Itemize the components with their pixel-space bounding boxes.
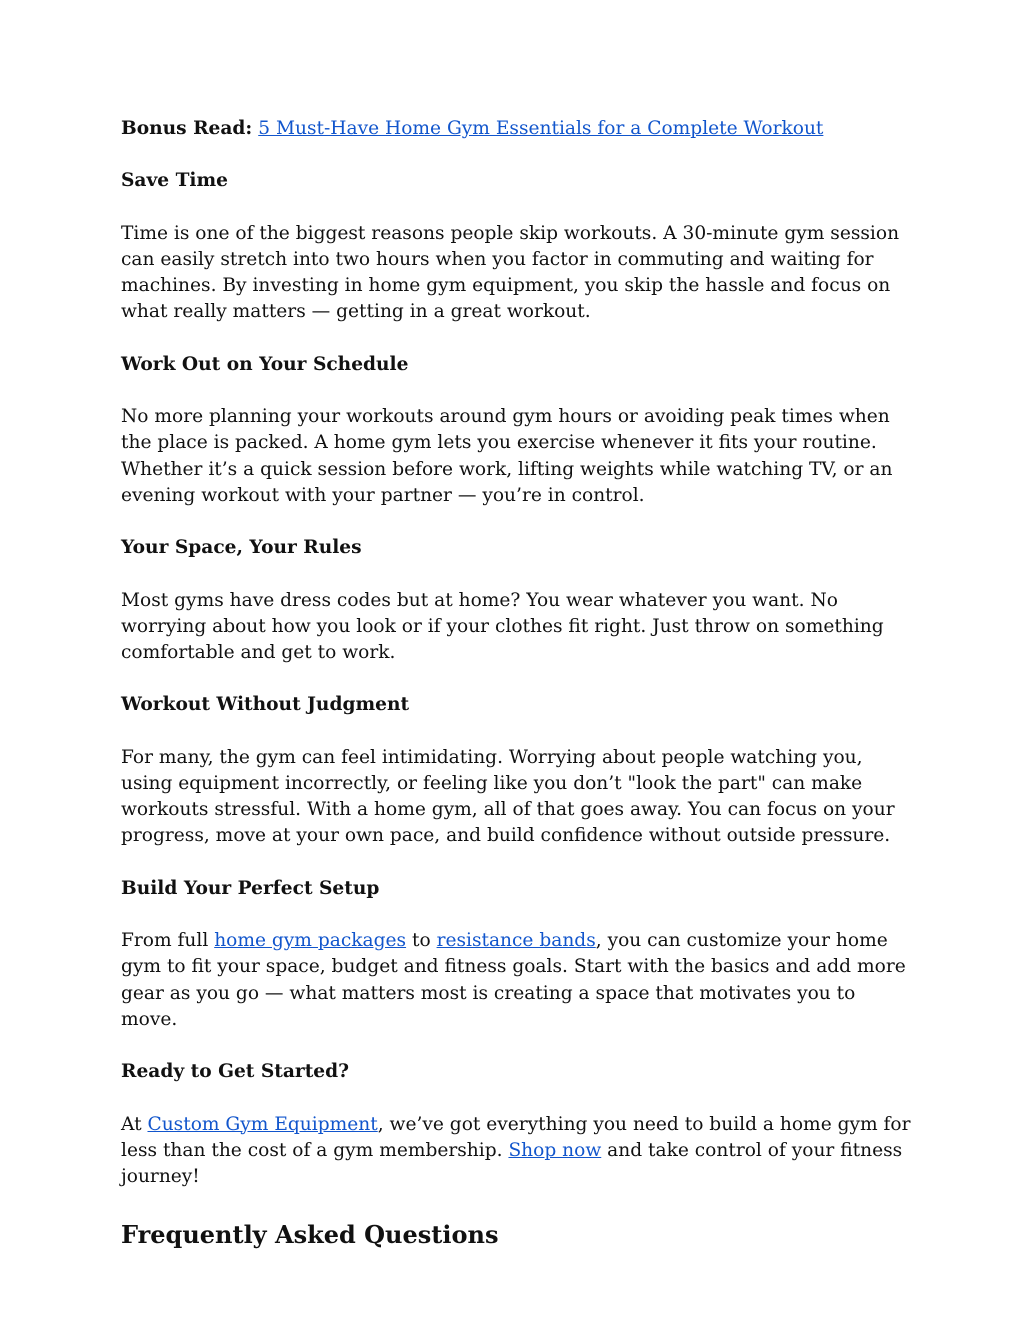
- resistance-bands-link[interactable]: resistance bands: [436, 930, 596, 952]
- section-body-schedule: No more planning your workouts around gym hours or avoiding peak times when the place is packed. A home gym lets you exercise whenever it fits your routine. Whether it’s a quick session before work, lifting weights while watching TV, or an evening workout with your partner — you’re in control.: [121, 406, 893, 506]
- section-body-save-time: Time is one of the biggest reasons people skip workouts. A 30-minute gym session can easily stretch into two hours when you factor in commuting and waiting for machines. By investing in home gym equipment, you skip the hassle and focus on what really matters — getting in a great workout.: [121, 222, 900, 323]
- bonus-read-link[interactable]: 5 Must-Have Home Gym Essentials for a Complete Workout: [258, 118, 824, 139]
- section-heading-get-started: Ready to Get Started?: [121, 1061, 350, 1083]
- get-started-text-1: At: [121, 1113, 148, 1135]
- bonus-read-line: [121, 116, 911, 142]
- section-body-get-started: [121, 1112, 911, 1191]
- get-started-text-2: , we’ve got everything you need to build a home gym for less than the cost of a gym membership.: [121, 1113, 911, 1161]
- setup-text-2: to: [406, 930, 437, 952]
- section-heading-schedule: Work Out on Your Schedule: [121, 353, 409, 375]
- document-page: [121, 116, 911, 1250]
- section-body-judgment: For many, the gym can feel intimidating. Worrying about people watching you, using equipment incorrectly, or feeling like you don’t "look the part" can make workouts stressful. With a home gym, all of that goes away. You can focus on your progress, move at your own pace, and build confidence without outside pressure.: [121, 746, 895, 847]
- home-gym-packages-link[interactable]: home gym packages: [214, 930, 407, 952]
- section-body-space-rules: Most gyms have dress codes but at home? You wear whatever you want. No worrying about how you look or if your clothes fit right. Just throw on something comfortable and get to work.: [121, 589, 884, 663]
- custom-gym-equipment-link[interactable]: Custom Gym Equipment: [147, 1113, 378, 1135]
- section-heading-judgment: Workout Without Judgment: [121, 694, 410, 716]
- section-heading-setup: Build Your Perfect Setup: [121, 877, 380, 899]
- section-heading-space-rules: Your Space, Your Rules: [121, 537, 362, 559]
- shop-now-link[interactable]: Shop now: [508, 1139, 602, 1161]
- setup-text-3: , you can customize your home gym to fit your space, budget and fitness goals. Start with the basics and add more gear as you go — what matters most is creating a space that motivates you to move.: [121, 930, 906, 1030]
- bonus-read-label: Bonus Read:: [121, 118, 253, 139]
- setup-text-1: From full: [121, 930, 215, 952]
- section-heading-save-time: Save Time: [121, 170, 228, 192]
- get-started-text-3: and take control of your fitness journey!: [121, 1139, 903, 1187]
- section-body-setup: [121, 928, 911, 1033]
- faq-heading: Frequently Asked Questions: [121, 1220, 499, 1250]
